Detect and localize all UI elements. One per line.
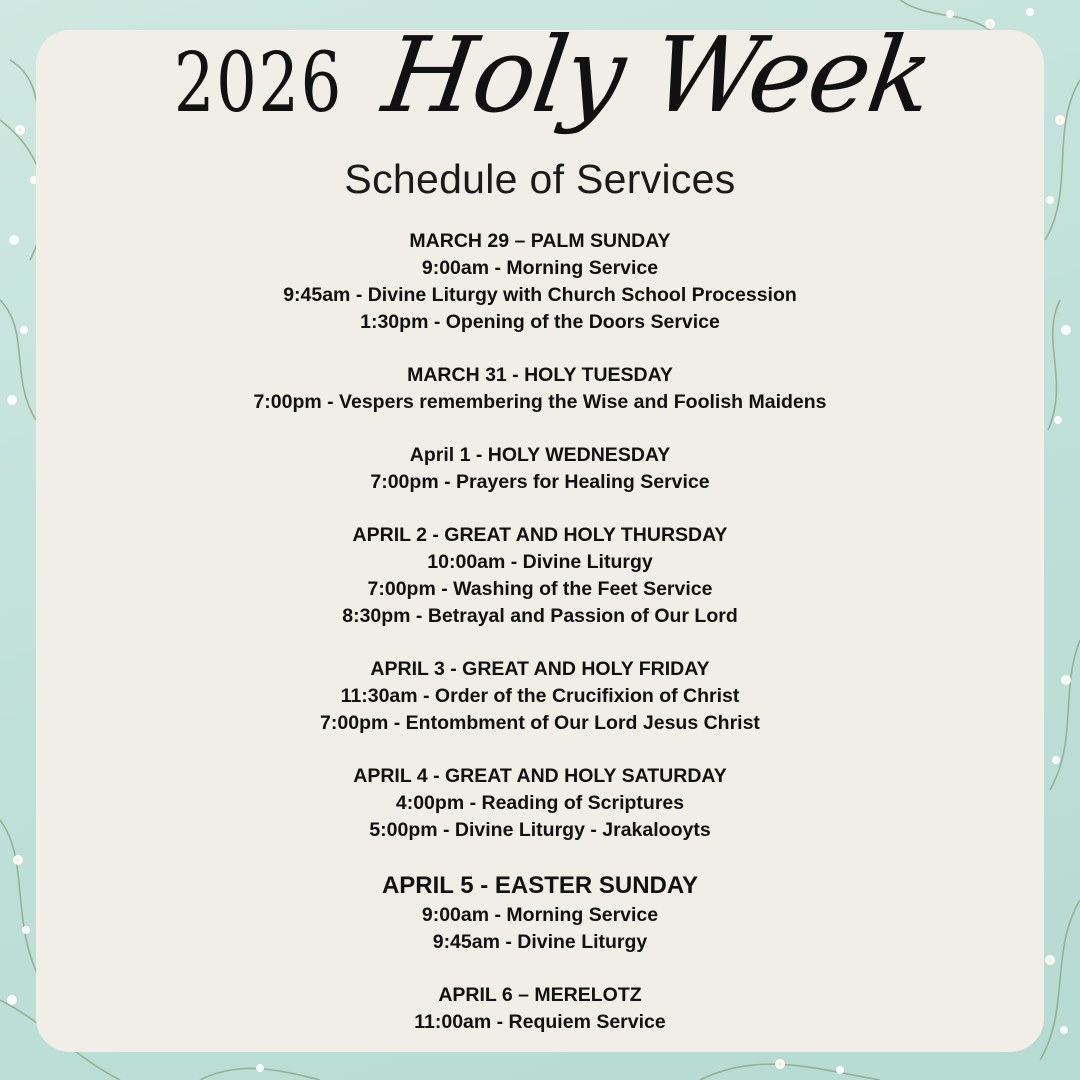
event-item: 11:00am - Requiem Service — [414, 1011, 666, 1033]
event-item: 10:00am - Divine Liturgy — [427, 551, 653, 573]
day-block — [0, 228, 1080, 336]
event-item: 4:00pm - Reading of Scriptures — [395, 792, 685, 814]
event-item: 9:00am - Morning Service — [421, 904, 659, 926]
day-heading: APRIL 6 – MERELOTZ — [438, 984, 642, 1006]
day-heading: APRIL 4 - GREAT AND HOLY SATURDAY — [353, 765, 727, 787]
day-heading-easter: APRIL 5 - EASTER SUNDAY — [381, 872, 699, 899]
event-item: 9:45am - Divine Liturgy — [432, 931, 648, 953]
day-block — [0, 362, 1080, 416]
event-item: 5:00pm - Divine Liturgy - Jrakalooyts — [369, 819, 711, 841]
day-heading: April 1 - HOLY WEDNESDAY — [409, 444, 671, 466]
event-item: 11:30am - Order of the Crucifixion of Christ — [340, 685, 740, 707]
day-heading: APRIL 2 - GREAT AND HOLY THURSDAY — [352, 524, 728, 546]
title-year: 2026 — [173, 36, 343, 131]
event-item: 7:00pm - Washing of the Feet Service — [367, 578, 713, 600]
day-block — [0, 442, 1080, 496]
event-item: 7:00pm - Entombment of Our Lord Jesus Christ — [320, 712, 760, 734]
event-item: 9:45am - Divine Liturgy with Church School Procession — [283, 284, 797, 306]
event-item: 8:30pm - Betrayal and Passion of Our Lord — [342, 605, 738, 627]
title-script: Holy Week — [376, 14, 939, 136]
day-heading: MARCH 31 - HOLY TUESDAY — [407, 364, 673, 386]
day-block — [0, 522, 1080, 630]
schedule-list — [0, 228, 1080, 1062]
day-block — [0, 763, 1080, 844]
day-block — [0, 656, 1080, 737]
day-heading: MARCH 29 – PALM SUNDAY — [409, 230, 671, 252]
event-item: 7:00pm - Prayers for Healing Service — [370, 471, 710, 493]
event-item: 9:00am - Morning Service — [421, 257, 659, 279]
event-item: 7:00pm - Vespers remembering the Wise and Foolish Maidens — [253, 391, 827, 413]
page-subtitle: Schedule of Services — [344, 156, 736, 202]
event-item: 1:30pm - Opening of the Doors Service — [360, 311, 720, 333]
day-heading: APRIL 3 - GREAT AND HOLY FRIDAY — [370, 658, 710, 680]
day-block — [0, 870, 1080, 956]
page-title — [0, 14, 1080, 136]
day-block — [0, 982, 1080, 1036]
